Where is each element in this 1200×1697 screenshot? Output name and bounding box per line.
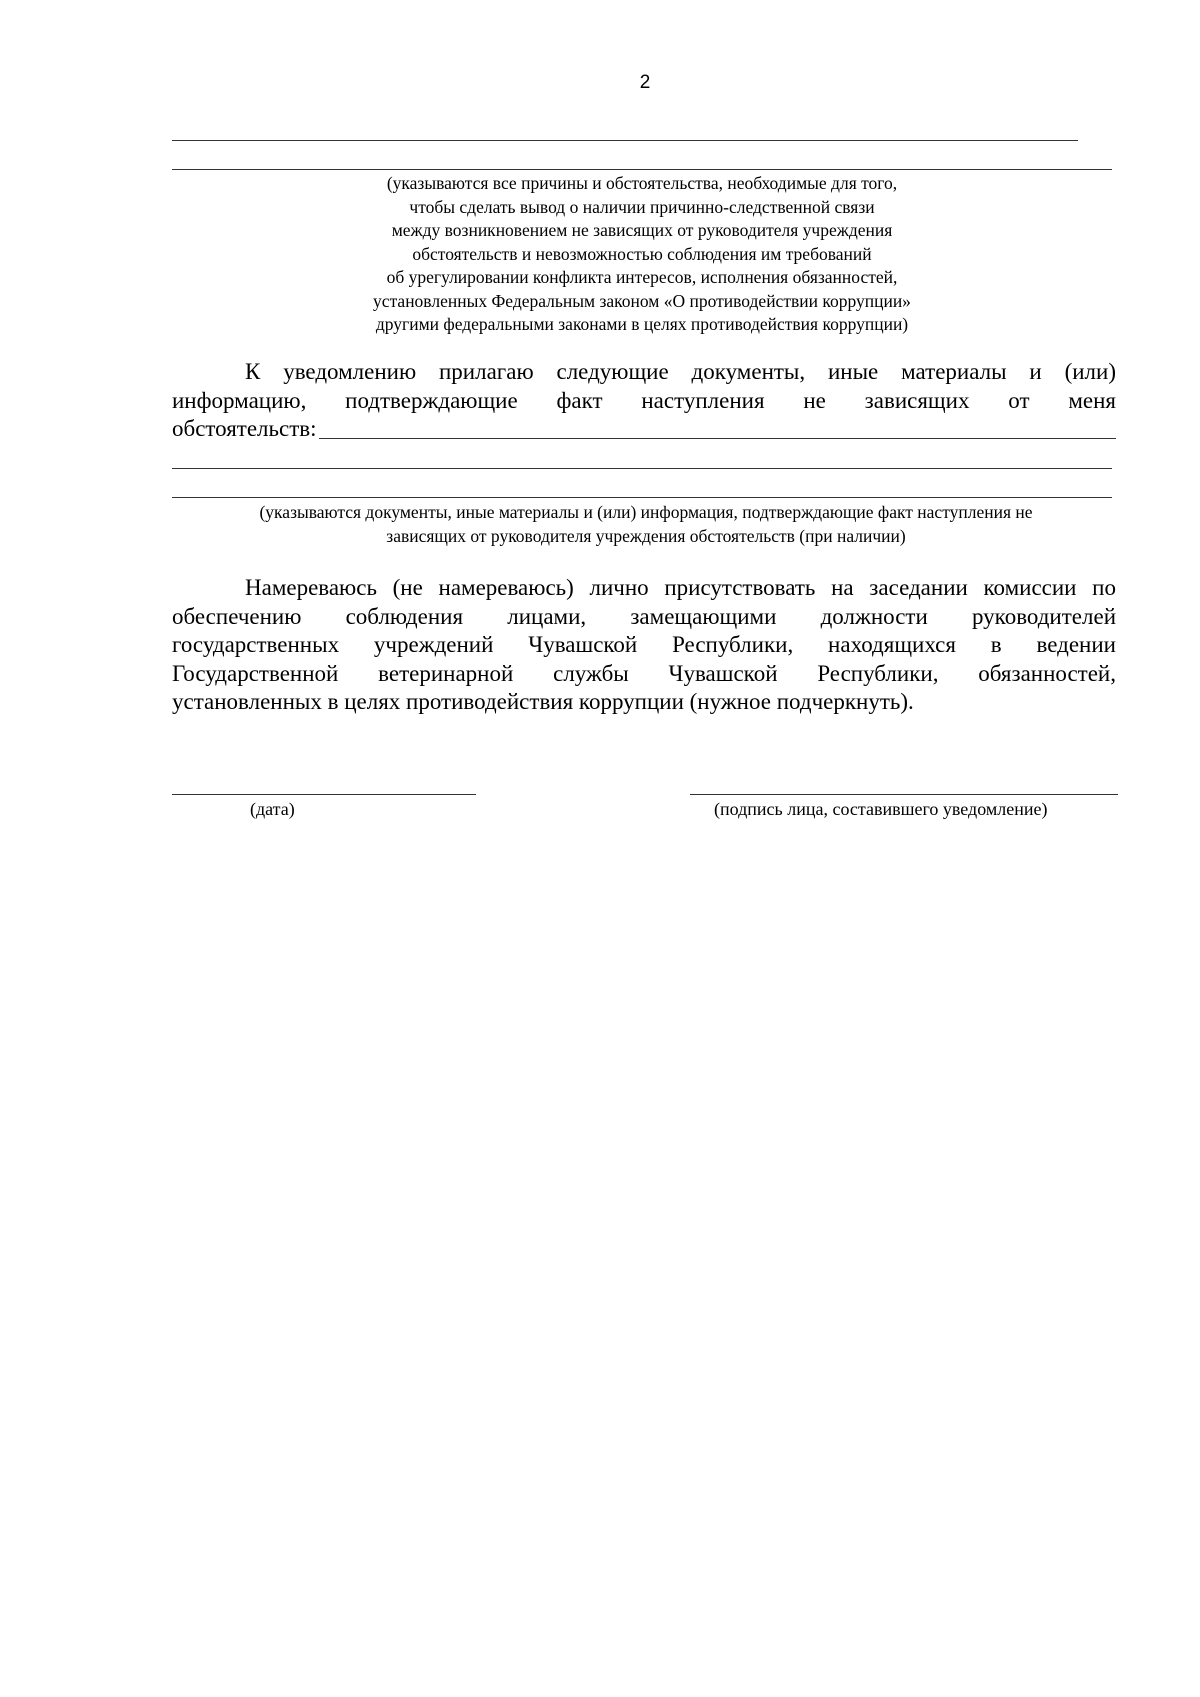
paragraph-line: информацию, подтверждающие факт наступления не зависящих от меня [172, 387, 1116, 413]
signer-label: (подпись лица, составившего уведомление) [714, 799, 1048, 819]
signature-line[interactable] [690, 794, 1118, 795]
paragraph-line: обстоятельств: [172, 416, 317, 441]
attachments-caption [172, 501, 1120, 548]
attachments-input-line[interactable] [319, 438, 1116, 439]
blank-line-3[interactable] [172, 468, 1112, 469]
caption-line: установленных Федеральным законом «О противодействии коррупции» [373, 290, 911, 311]
caption-line: между возникновением не зависящих от руководителя учреждения [391, 220, 893, 240]
reasons-caption [172, 172, 1112, 337]
caption-line: другими федеральными законами в целях противодействия коррупции) [375, 314, 909, 334]
paragraph-line: К уведомлению прилагаю следующие документы, иные материалы и (или) [245, 359, 1116, 384]
paragraph-line: Государственной ветеринарной службы Чувашской Республики, обязанностей, [172, 660, 1116, 686]
blank-line-4[interactable] [172, 497, 1112, 498]
paragraph-line: Намереваюсь (не намереваюсь) лично присутствовать на заседании комиссии по [245, 575, 1116, 600]
page-number: 2 [639, 72, 651, 93]
paragraph-line: установленных в целях противодействия коррупции (нужное подчеркнуть). [172, 689, 914, 714]
date-label: (дата) [250, 799, 295, 819]
caption-line: об урегулировании конфликта интересов, исполнения обязанностей, [386, 267, 898, 287]
caption-line: (указываются все причины и обстоятельства, необходимые для того, [386, 173, 898, 193]
blank-line-1[interactable] [172, 140, 1078, 141]
caption-line: обстоятельств и невозможностью соблюдения им требований [412, 243, 872, 264]
paragraph-line: обеспечению соблюдения лицами, замещающими должности руководителей [172, 603, 1116, 629]
paragraph-line: государственных учреждений Чувашской Республики, находящихся в ведении [172, 632, 1116, 657]
caption-line: (указываются документы, иные материалы и (или) информация, подтверждающие факт наступления не [259, 502, 1033, 522]
blank-line-2[interactable] [172, 169, 1112, 170]
caption-line: зависящих от руководителя учреждения обстоятельств (при наличии) [386, 525, 906, 546]
attachments-paragraph [172, 358, 1116, 444]
attachments-fill-row [172, 415, 1116, 444]
caption-line: чтобы сделать вывод о наличии причинно-следственной связи [409, 196, 875, 217]
intent-paragraph [172, 574, 1116, 717]
date-line[interactable] [172, 794, 476, 795]
